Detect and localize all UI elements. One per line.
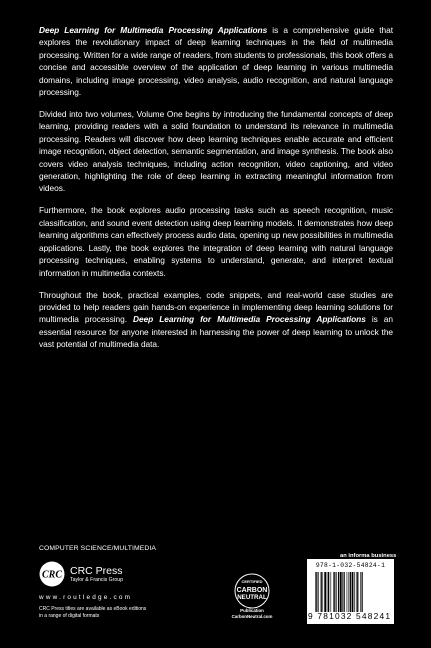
carbon-top-text: CERTIFIED [241, 579, 263, 584]
publisher-url: www.routledge.com [39, 594, 133, 601]
isbn-number: 978-1-032-54824-1 [315, 562, 386, 569]
blurb-paragraph-4: Throughout the book, practical examples, code snippets, and real-world case studies are provided to help readers gain hands-on experience in implementing deep learning solutions for multimedia processing. Deep Learning for Multimedia Processing Applications is an essential resource for anyone interested in harnessing the power of deep learning to unlock the vast potential of multimedia data. [39, 289, 393, 350]
back-cover-blurb [39, 24, 393, 360]
carbon-neutral-seal-icon [234, 573, 270, 609]
barcode-bars [315, 572, 390, 612]
crc-logo-text: CRC [41, 569, 63, 581]
ebook-note: CRC Press titles are available as eBook editions in a range of digital formats [39, 606, 147, 619]
barcode-digits: 9 781032 548241 [308, 611, 392, 621]
informa-tagline: an informa business [340, 553, 397, 559]
blurb-paragraph-3: Furthermore, the book explores audio processing tasks such as speech recognition, music classification, and sound event detection using deep learning models. It demonstrates how deep learning algorithms can effectively process audio data, opening up new possibilities in multimedia applications. Lastly, the book explores the integration of deep learning with natural language processing techniques, enabling systems to understand, generate, and interpret textual information in multimedia contexts. [39, 205, 393, 278]
blurb-paragraph-1: Deep Learning for Multimedia Processing Applications is a comprehensive guide that explores the revolutionary impact of deep learning techniques in the field of multimedia processing. Written for a wide range of readers, from students to professionals, this book offers a concise and accessible overview of the application of deep learning in various multimedia domains, including image processing, video analysis, audio recognition, and natural language processing. [39, 25, 393, 98]
carbon-neutral-badge [230, 573, 274, 629]
blurb-paragraph-2: Divided into two volumes, Volume One begins by introducing the fundamental concepts of deep learning, providing readers with a solid foundation to understand its relevance in multimedia processing. Readers will discover how deep learning techniques enable accurate and efficient image recognition, object detection, semantic segmentation, and image synthesis. The book also covers video analysis techniques, including action recognition, video captioning, and video generation, highlighting the role of deep learning in extracting meaningful information from videos. [39, 109, 393, 194]
subject-category: COMPUTER SCIENCE/MULTIMEDIA [39, 545, 156, 552]
publisher-group: Taylor & Francis Group [70, 577, 124, 583]
book-title-inline: Deep Learning for Multimedia Processing Applications [39, 25, 268, 35]
carbon-main-text-1: CARBON [236, 587, 268, 594]
isbn-barcode [307, 559, 394, 624]
carbon-main-text-2: NEUTRAL [237, 594, 267, 601]
publisher-name: CRC Press [70, 565, 123, 577]
crc-press-logo-icon [39, 561, 65, 587]
carbon-publication-text: Publication CarbonNeutral.com [231, 608, 273, 619]
book-title-inline: Deep Learning for Multimedia Processing Applications [133, 314, 366, 325]
